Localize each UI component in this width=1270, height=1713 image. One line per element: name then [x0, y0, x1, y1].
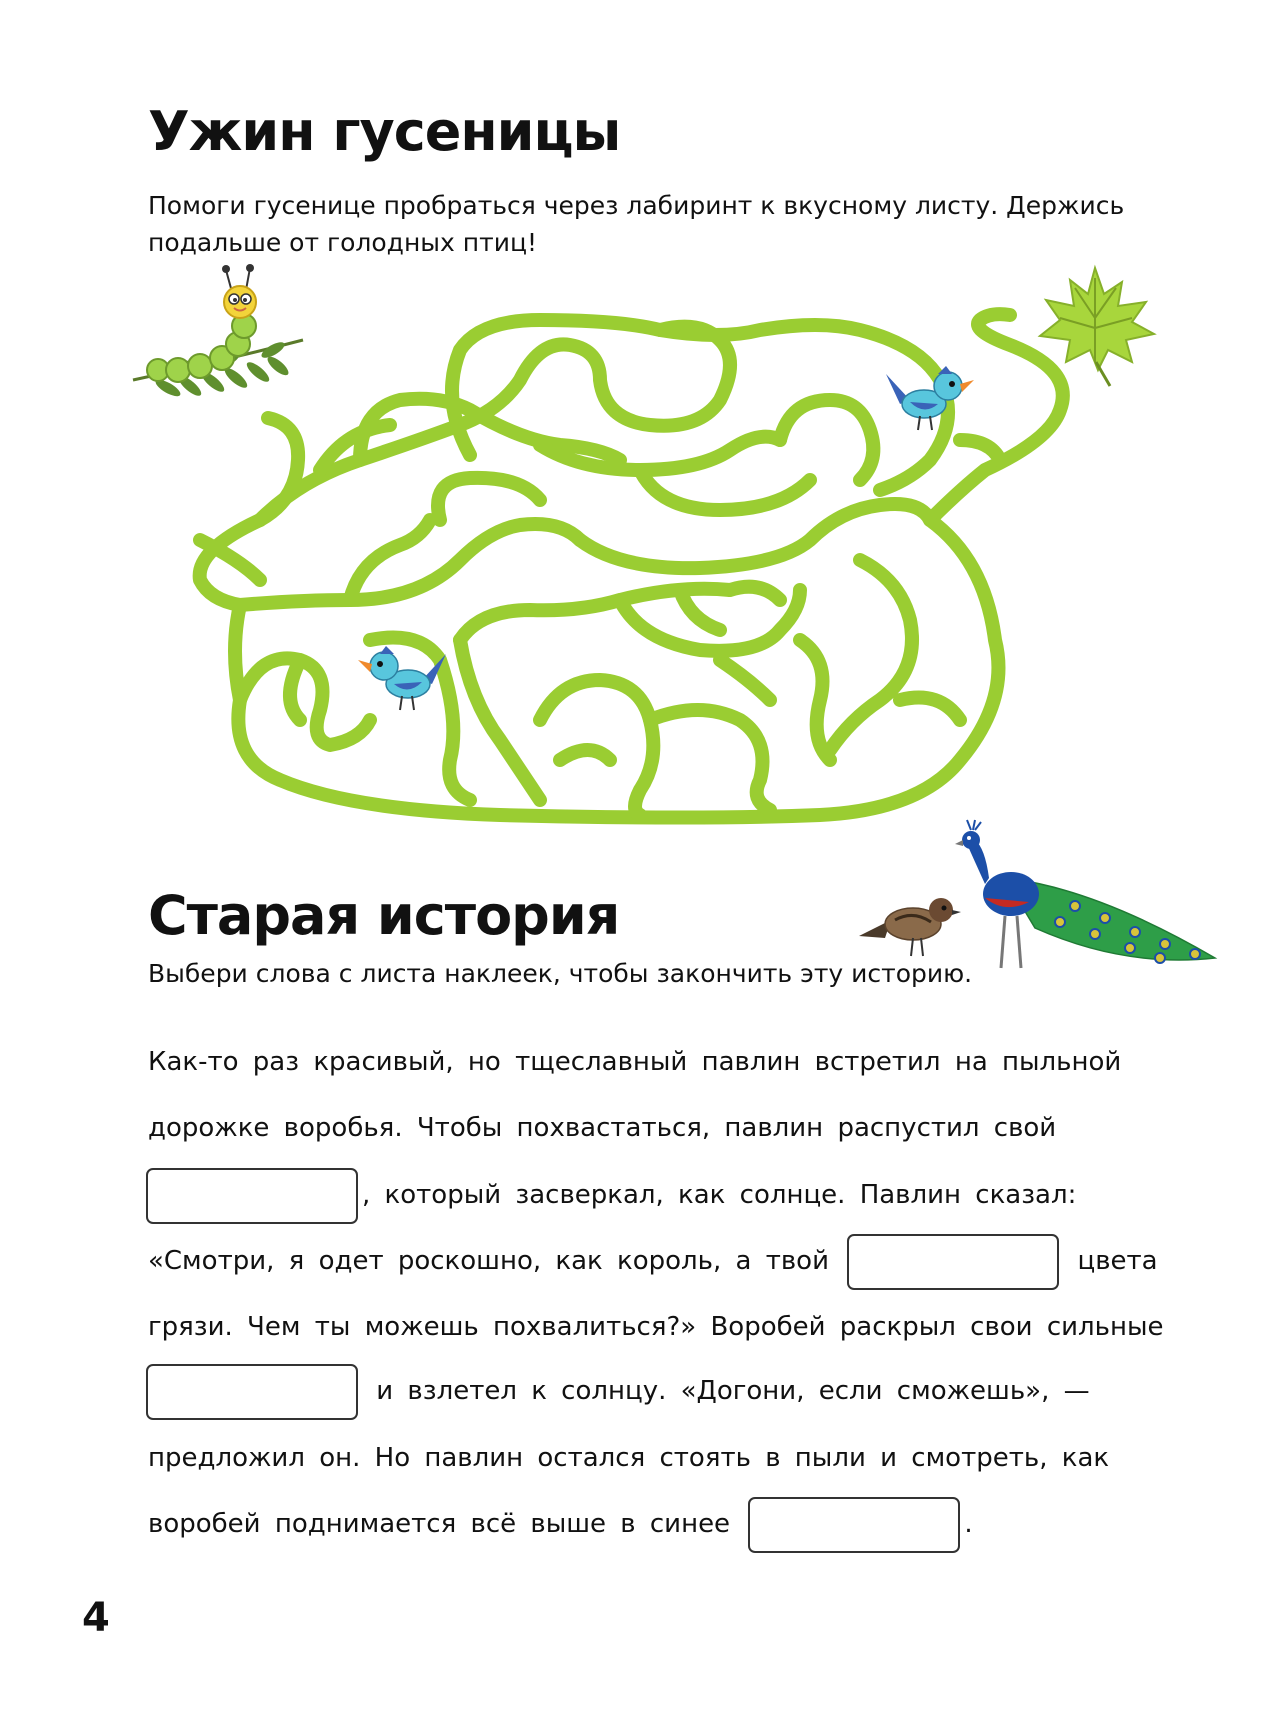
story-line-8: [148, 1494, 1198, 1554]
story-text: грязи. Чем ты можешь похвалиться?» Воробей раскрыл свои сильные: [148, 1312, 1164, 1342]
story-line-6: [146, 1361, 1196, 1421]
sticker-blank-1[interactable]: [146, 1168, 358, 1224]
story-text: цвета: [1077, 1246, 1158, 1276]
maze-title: Ужин гусеницы: [148, 100, 621, 163]
story-text: воробей поднимается всё выше в синее: [148, 1509, 731, 1539]
story-text: предложил он. Но павлин остался стоять в пыли и смотреть, как: [148, 1443, 1110, 1473]
story-line-1: [148, 1032, 1198, 1092]
page-number: 4: [82, 1595, 110, 1641]
maze-instructions-line-2: подальше от голодных птиц!: [148, 228, 537, 257]
maze-instructions-line-1: Помоги гусенице пробраться через лабиринт к вкусному листу. Держись: [148, 191, 1125, 220]
story-instructions: Выбери слова с листа наклеек, чтобы закончить эту историю.: [148, 959, 973, 988]
story-text: .: [964, 1509, 973, 1539]
story-line-5: [148, 1297, 1198, 1357]
bird-icon: [880, 360, 980, 440]
sticker-blank-4[interactable]: [748, 1497, 960, 1553]
story-text: , который засверкал, как солнце. Павлин сказал:: [362, 1180, 1077, 1210]
sticker-blank-3[interactable]: [146, 1364, 358, 1420]
maze-instructions: [148, 187, 1178, 261]
bird-icon: [352, 640, 452, 720]
story-line-4: [148, 1231, 1198, 1291]
story-text: Как-то раз красивый, но тщеславный павлин встретил на пыльной: [148, 1047, 1122, 1077]
story-text: и взлетел к солнцу. «Догони, если сможешь», —: [376, 1376, 1090, 1406]
story-text: «Смотри, я одет роскошно, как король, а твой: [148, 1246, 829, 1276]
story-title: Старая история: [148, 884, 620, 947]
story-text: дорожке воробья. Чтобы похвастаться, павлин распустил свой: [148, 1113, 1057, 1143]
story-line-7: [148, 1428, 1198, 1488]
sticker-blank-2[interactable]: [847, 1234, 1059, 1290]
story-line-3: [146, 1165, 1196, 1225]
peacock-icon: [945, 818, 1225, 988]
story-line-2: [148, 1098, 1198, 1158]
